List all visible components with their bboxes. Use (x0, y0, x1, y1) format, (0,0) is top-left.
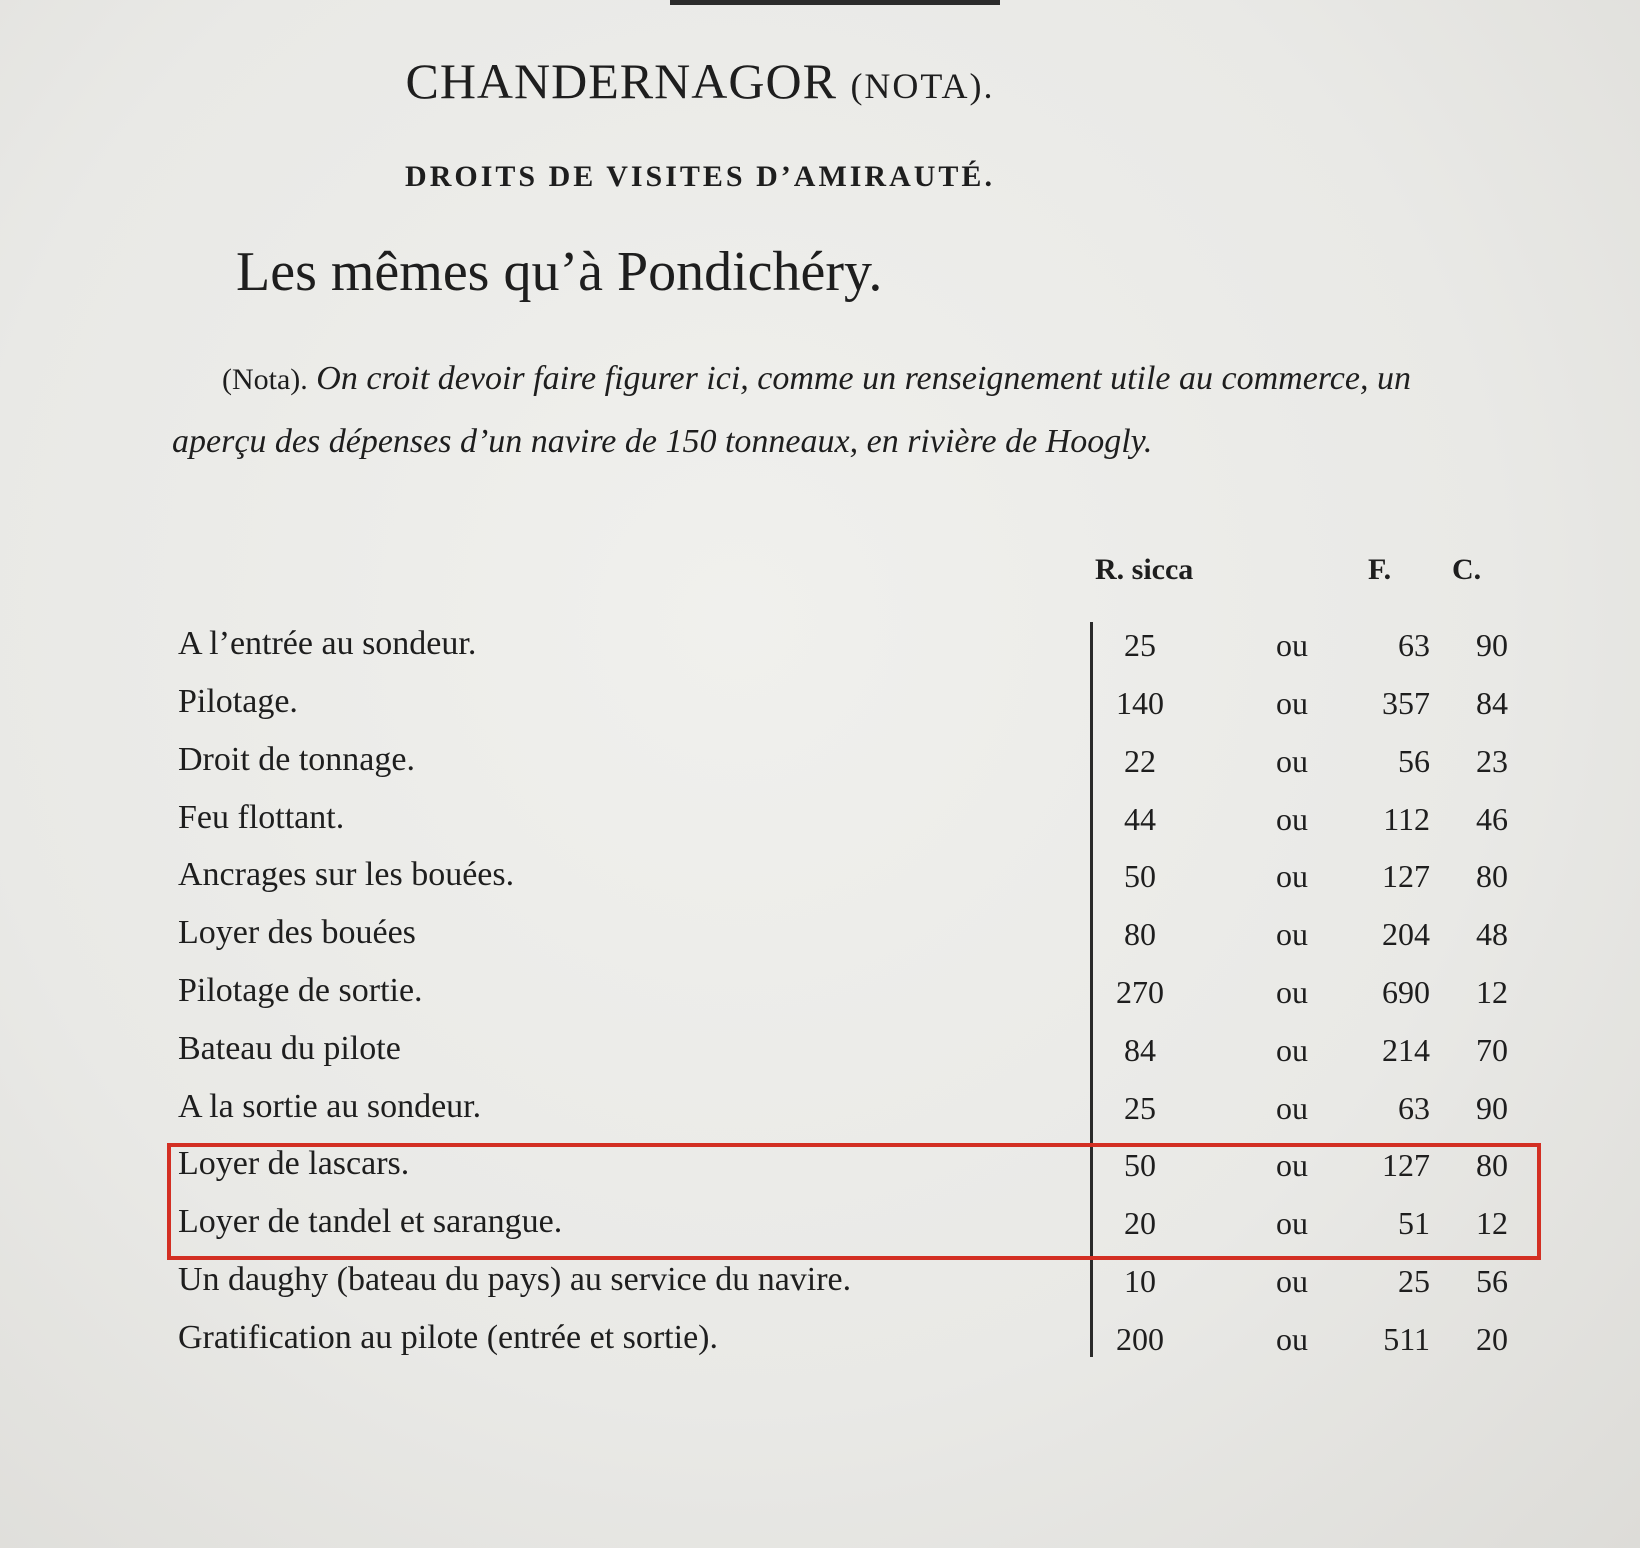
row-rupees-sicca: 25 (1124, 1090, 1156, 1126)
row-centimes: 84 (1476, 685, 1508, 721)
title-nota: (NOTA). (850, 66, 995, 106)
row-francs: 204 (1382, 916, 1430, 952)
table-row (0, 846, 1640, 904)
row-ou: ou (1276, 743, 1308, 779)
row-rupees-sicca: 80 (1124, 916, 1156, 952)
row-rupees-sicca: 50 (1124, 1147, 1156, 1183)
row-rupees-sicca: 44 (1124, 801, 1156, 837)
row-label: A la sortie au sondeur. (178, 1088, 482, 1125)
row-ou: ou (1276, 1321, 1308, 1357)
row-francs: 63 (1398, 1090, 1430, 1126)
nota-text: On croit devoir faire figurer ici, comme un renseignement utile au commerce, un aperçu des dépenses d’un navire de 150 tonneaux, en rivière de Hoogly. (172, 360, 1411, 460)
nota-paragraph (172, 348, 1512, 473)
row-francs: 56 (1398, 743, 1430, 779)
row-label: Pilotage de sortie. (178, 972, 423, 1009)
row-ou: ou (1276, 685, 1308, 721)
row-ou: ou (1276, 627, 1308, 663)
lead-sentence: Les mêmes qu’à Pondichéry. (236, 241, 883, 303)
row-label: Ancrages sur les bouées. (178, 856, 515, 893)
row-rupees-sicca: 20 (1124, 1205, 1156, 1241)
row-rupees-sicca: 22 (1124, 743, 1156, 779)
row-centimes: 80 (1476, 858, 1508, 894)
row-francs: 127 (1382, 858, 1430, 894)
row-centimes: 80 (1476, 1147, 1508, 1183)
table-row (0, 1078, 1640, 1136)
row-ou: ou (1276, 801, 1308, 837)
row-francs: 214 (1382, 1032, 1430, 1068)
row-francs: 112 (1383, 801, 1430, 837)
table-row (0, 1020, 1640, 1078)
row-ou: ou (1276, 1205, 1308, 1241)
row-rupees-sicca: 270 (1116, 974, 1164, 1010)
header-centimes: C. (1452, 553, 1482, 586)
page-title (0, 52, 1400, 110)
row-label: Pilotage. (178, 683, 298, 720)
row-label: Loyer des bouées (178, 914, 416, 951)
row-rupees-sicca: 200 (1116, 1321, 1164, 1357)
header-rupees-sicca: R. sicca (1095, 553, 1194, 586)
row-francs: 25 (1398, 1263, 1430, 1299)
row-centimes: 46 (1476, 801, 1508, 837)
row-centimes: 90 (1476, 627, 1508, 663)
row-rupees-sicca: 140 (1116, 685, 1164, 721)
row-rupees-sicca: 10 (1124, 1263, 1156, 1299)
row-francs: 51 (1398, 1205, 1430, 1241)
row-label: Un daughy (bateau du pays) au service du navire. (178, 1261, 852, 1298)
row-centimes: 20 (1476, 1321, 1508, 1357)
table-row (0, 962, 1640, 1020)
table-row (0, 789, 1640, 847)
row-centimes: 90 (1476, 1090, 1508, 1126)
nota-label: (Nota). (222, 363, 308, 396)
row-ou: ou (1276, 916, 1308, 952)
row-francs: 357 (1382, 685, 1430, 721)
top-rule-divider (670, 0, 1000, 5)
row-label: Droit de tonnage. (178, 741, 415, 778)
row-ou: ou (1276, 1263, 1308, 1299)
row-centimes: 23 (1476, 743, 1508, 779)
row-francs: 511 (1383, 1321, 1430, 1357)
row-centimes: 12 (1476, 974, 1508, 1010)
row-francs: 690 (1382, 974, 1430, 1010)
row-francs: 127 (1382, 1147, 1430, 1183)
row-ou: ou (1276, 858, 1308, 894)
table-row (0, 615, 1640, 673)
row-label: Loyer de lascars. (178, 1145, 410, 1182)
header-francs: F. (1368, 553, 1392, 586)
row-label: Loyer de tandel et sarangue. (178, 1203, 563, 1240)
row-label: Gratification au pilote (entrée et sortie). (178, 1319, 718, 1356)
row-rupees-sicca: 84 (1124, 1032, 1156, 1068)
row-ou: ou (1276, 1147, 1308, 1183)
row-label: Feu flottant. (178, 799, 345, 836)
table-row (0, 673, 1640, 731)
row-rupees-sicca: 25 (1124, 627, 1156, 663)
section-subtitle: DROITS DE VISITES D’AMIRAUTÉ. (405, 160, 995, 193)
table-row (0, 904, 1640, 962)
table-row (0, 1309, 1640, 1367)
row-centimes: 56 (1476, 1263, 1508, 1299)
row-label: Bateau du pilote (178, 1030, 401, 1067)
highlight-box (167, 1143, 1541, 1260)
row-rupees-sicca: 50 (1124, 858, 1156, 894)
row-centimes: 48 (1476, 916, 1508, 952)
row-ou: ou (1276, 974, 1308, 1010)
row-ou: ou (1276, 1032, 1308, 1068)
row-centimes: 70 (1476, 1032, 1508, 1068)
row-francs: 63 (1398, 627, 1430, 663)
row-ou: ou (1276, 1090, 1308, 1126)
table-row (0, 731, 1640, 789)
title-main: CHANDERNAGOR (405, 53, 837, 109)
row-label: A l’entrée au sondeur. (178, 625, 477, 662)
row-centimes: 12 (1476, 1205, 1508, 1241)
